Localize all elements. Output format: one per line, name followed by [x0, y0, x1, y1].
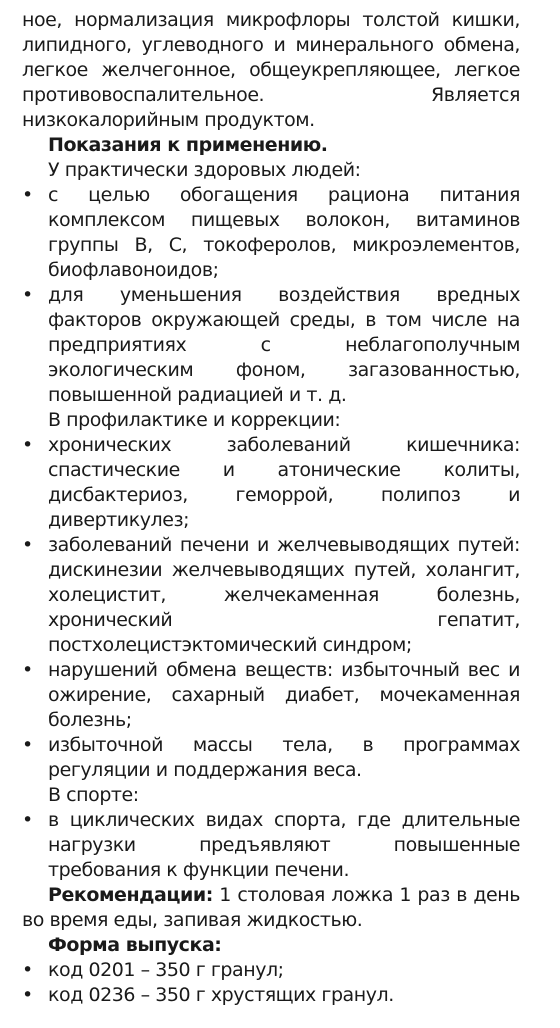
document-page: [22, 8, 520, 1008]
bullet-icon: •: [22, 659, 33, 681]
healthy-list: [22, 183, 520, 408]
list-item: [22, 733, 520, 783]
sport-lead: В спорте:: [48, 784, 139, 806]
list-item: [22, 658, 520, 733]
list-item-text: нарушений обмена веществ: избыточный вес и ожирение, сахарный диабет, мочекаменная болезнь;: [48, 659, 520, 731]
list-item: [22, 533, 520, 658]
list-item-text: для уменьшения воздействия вредных факторов окружающей среды, в том числе на предприятиях с неблагополучным экологическим фоном, загазованностью, повышенной радиацией и т. д.: [48, 284, 520, 406]
prevention-list: [22, 433, 520, 783]
list-item-text: в циклических видах спорта, где длительные нагрузки предъявляют повышенные требования к функции печени.: [48, 809, 520, 881]
list-item-text: код 0236 – 350 г хрустящих гранул.: [48, 984, 394, 1006]
bullet-icon: •: [22, 734, 33, 756]
bullet-icon: •: [22, 284, 33, 306]
list-item: [22, 283, 520, 408]
bullet-icon: •: [22, 959, 33, 981]
recommendations-text: 1 столовая ложка 1 раз в день во время еды, запивая жидкостью.: [22, 884, 520, 931]
list-item-text: хронических заболеваний кишечника: спастические и атонические колиты, дисбактериоз, геморрой, полипоз и дивертикулез;: [48, 434, 520, 531]
bullet-icon: •: [22, 534, 33, 556]
list-item: [22, 958, 520, 983]
bullet-icon: •: [22, 809, 33, 831]
intro-paragraph: ное, нормализация микрофлоры толстой кишки, липидного, углеводного и минерального обмена, легкое желчегонное, общеукрепляющее, легкое противовоспалительное. Является низкокалорийным продуктом.: [22, 9, 520, 131]
sport-list: [22, 808, 520, 883]
list-item: [22, 433, 520, 533]
recommendations-heading: Рекомендации:: [48, 884, 213, 906]
list-item: [22, 183, 520, 283]
bullet-icon: •: [22, 434, 33, 456]
list-item: [22, 983, 520, 1008]
indications-heading: Показания к применению.: [48, 134, 328, 156]
list-item: [22, 808, 520, 883]
bullet-icon: •: [22, 184, 33, 206]
recommendations-paragraph: [22, 883, 520, 933]
prevention-lead: В профилактике и коррекции:: [48, 409, 341, 431]
release-form-heading: Форма выпуска:: [48, 934, 222, 956]
list-item-text: заболеваний печени и желчевыводящих путей: дискинезии желчевыводящих путей, холангит, холецистит, желчекаменная болезнь, хронический гепатит, постхолецистэктомический синдром;: [48, 534, 520, 656]
bullet-icon: •: [22, 984, 33, 1006]
list-item-text: с целью обогащения рациона питания комплексом пищевых волокон, витаминов группы В, С, токоферолов, микроэлементов, биофлавоноидов;: [48, 184, 520, 281]
healthy-lead: У практически здоровых людей:: [48, 159, 361, 181]
release-form-list: [22, 958, 520, 1008]
list-item-text: избыточной массы тела, в программах регуляции и поддержания веса.: [48, 734, 520, 781]
list-item-text: код 0201 – 350 г гранул;: [48, 959, 284, 981]
